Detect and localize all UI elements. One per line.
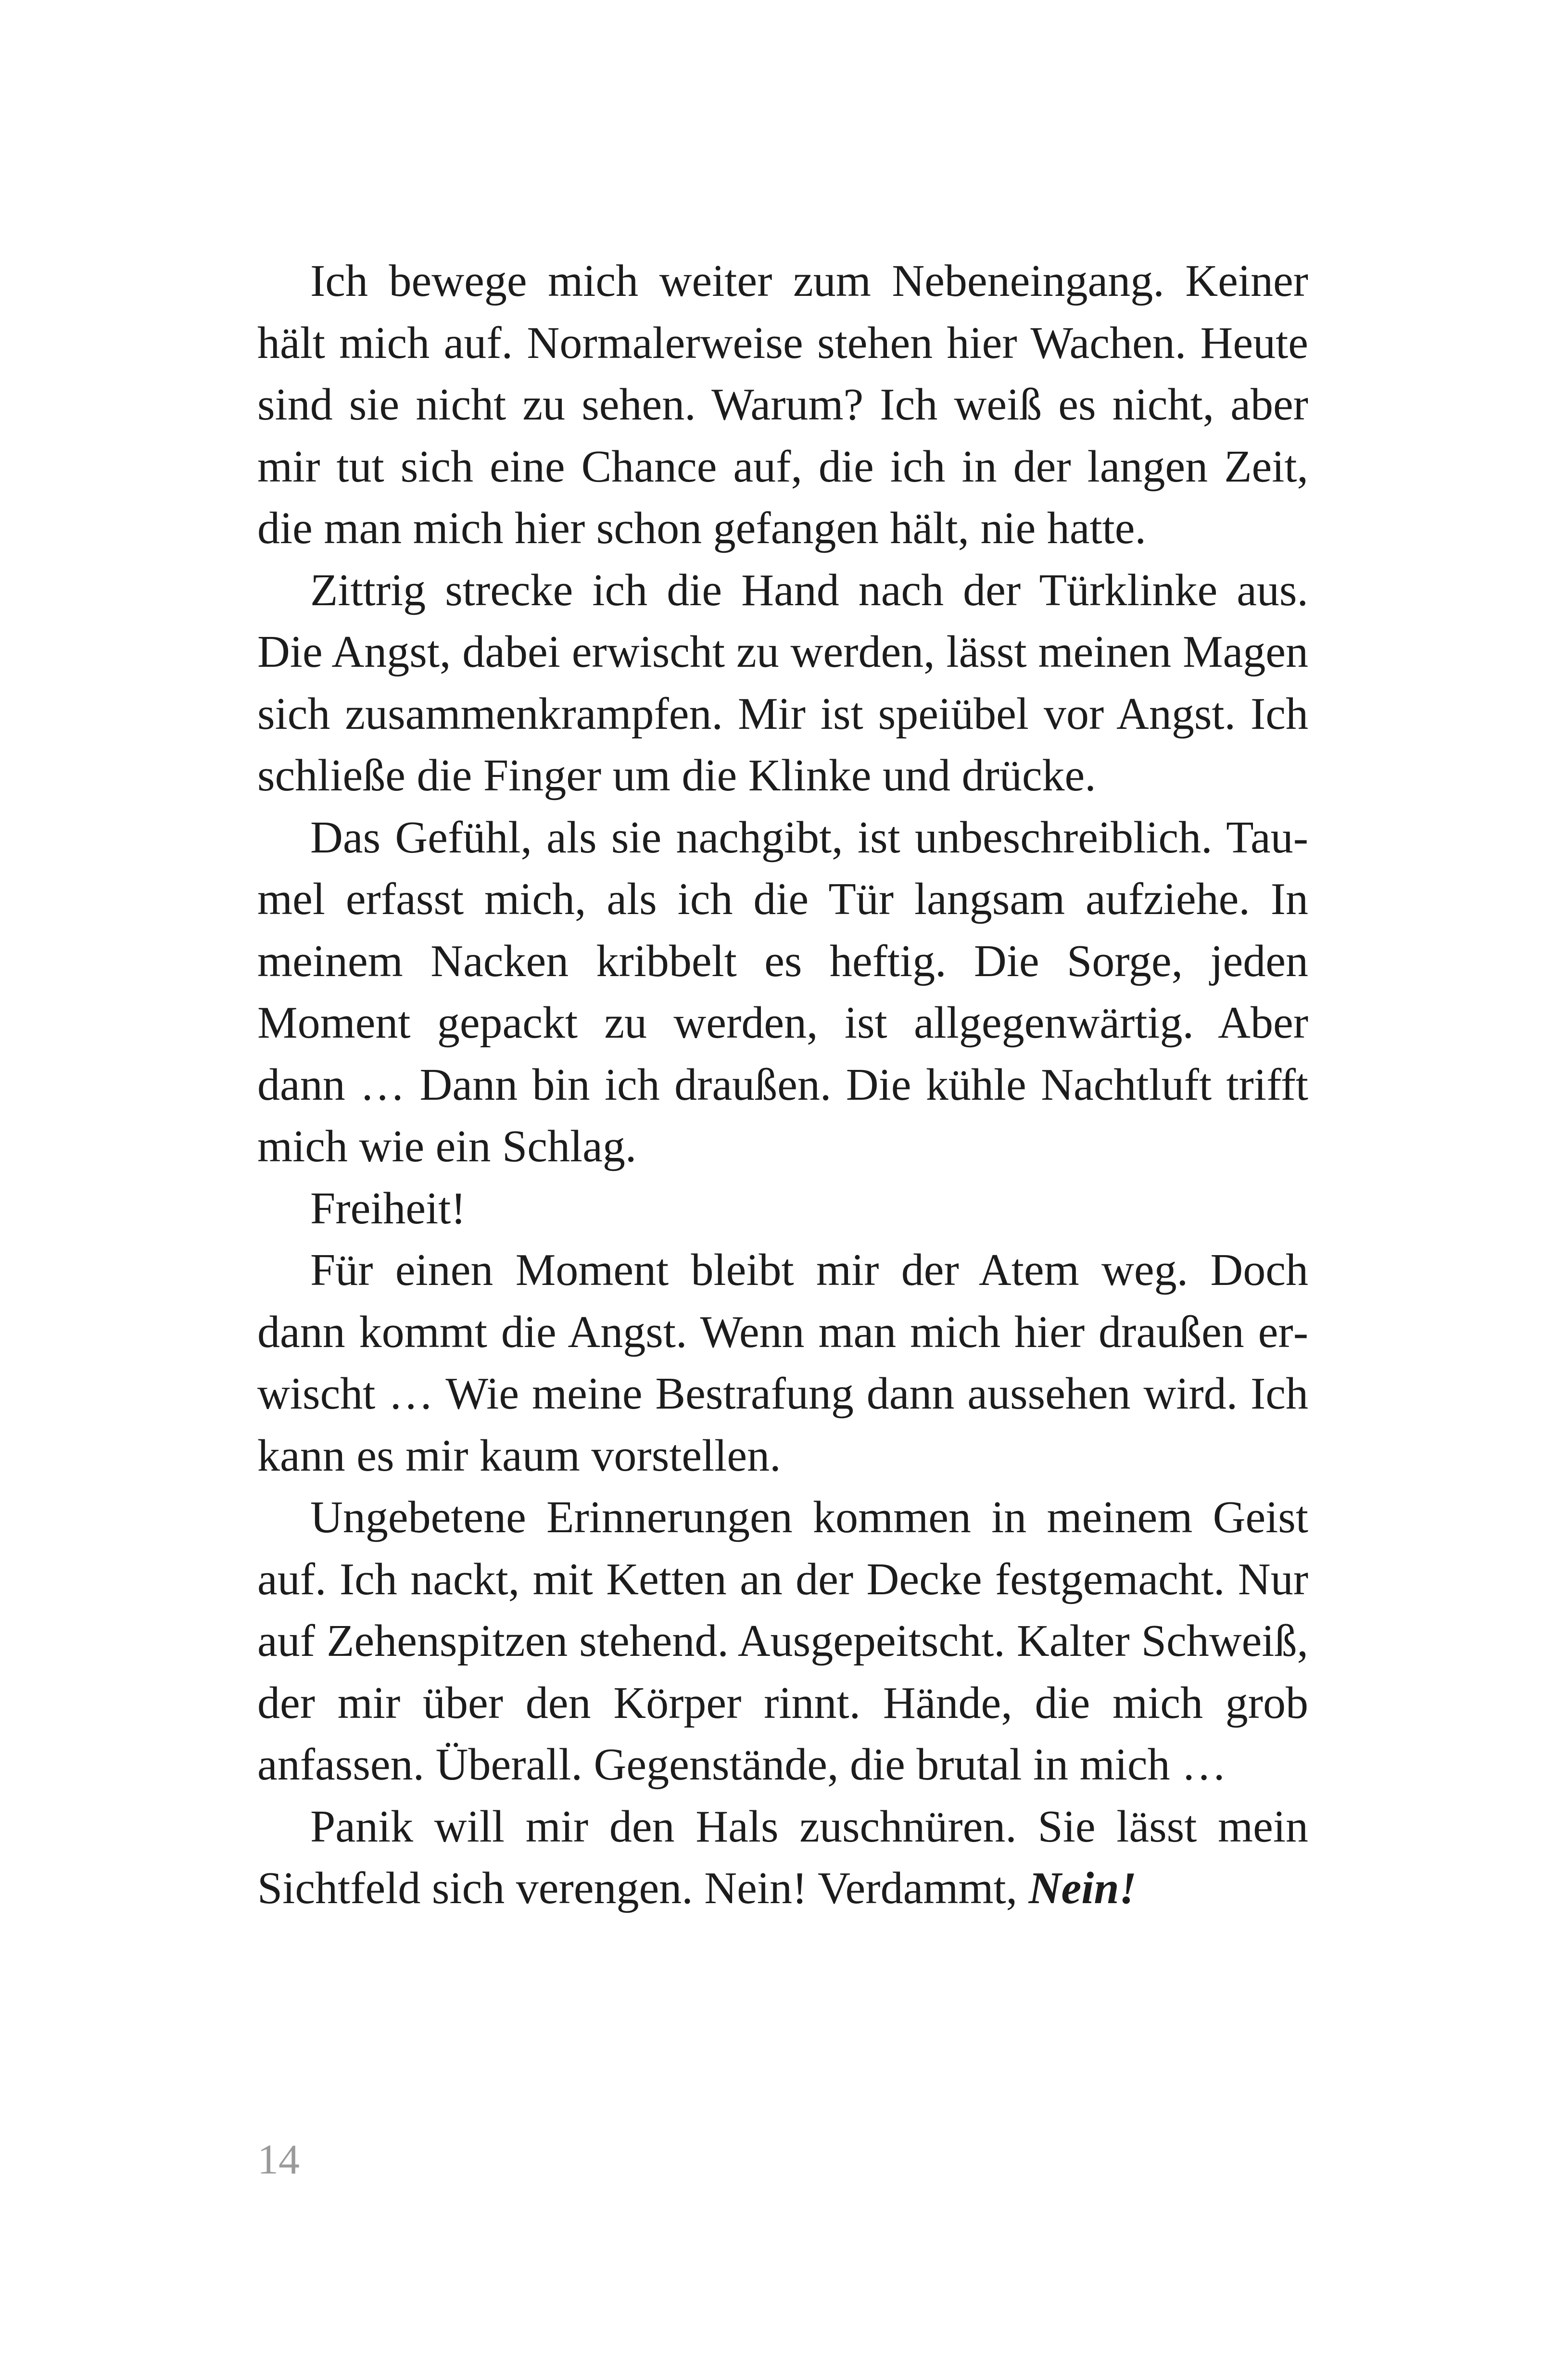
- paragraph: Für einen Moment bleibt mir der Atem weg. Doch dann kommt die Angst. Wenn man mich hier draußen erwischt … Wie meine Bestrafung dann aussehen wird. Ich kann es mir kaum vorstellen.: [257, 1245, 1308, 1481]
- paragraph: Zittrig strecke ich die Hand nach der Türklinke aus. Die Angst, dabei erwischt zu werden, lässt meinen Magen sich zusammenkrampfen. Mir ist speiübel vor Angst. Ich schließe die Finger um die Klinke und drücke.: [257, 565, 1308, 801]
- paragraph: Ungebetene Erinnerungen kommen in meinem Geist auf. Ich nackt, mit Ketten an der Decke festgemacht. Nur auf Zehenspitzen stehend. Ausgepeitscht. Kalter Schweiß, der mir über den Körper rinnt. Hände, die mich grob anfassen. Überall. Gegenstände, die brutal in mich …: [257, 1492, 1308, 1790]
- paragraph: Ich bewege mich weiter zum Nebeneingang. Keiner hält mich auf. Normalerweise stehen hier Wachen. Heute sind sie nicht zu sehen. Warum? Ich weiß es nicht, aber mir tut sich eine Chance auf, die ich in der langen Zeit, die man mich hier schon gefangen hält, nie hatte.: [257, 256, 1308, 553]
- paragraph: Freiheit!: [310, 1183, 466, 1233]
- page-number: 14: [257, 2136, 300, 2183]
- paragraph-last: [257, 1796, 1308, 1919]
- paragraph-last-text: Panik will mir den Hals zuschnüren. Sie lässt mein Sichtfeld sich verengen. Nein! Verdammt,: [257, 1801, 1308, 1913]
- paragraph: Das Gefühl, als sie nachgibt, ist unbeschreiblich. Taumel erfasst mich, als ich die Tür langsam aufziehe. In meinem Nacken kribbelt es heftig. Die Sorge, jeden Moment gepackt zu werden, ist allgegenwärtig. Aber dann … Dann bin ich draußen. Die kühle Nachtluft trifft mich wie ein Schlag.: [257, 812, 1308, 1171]
- emphasized-word: Nein!: [1028, 1863, 1137, 1913]
- body-text: [257, 250, 1308, 1919]
